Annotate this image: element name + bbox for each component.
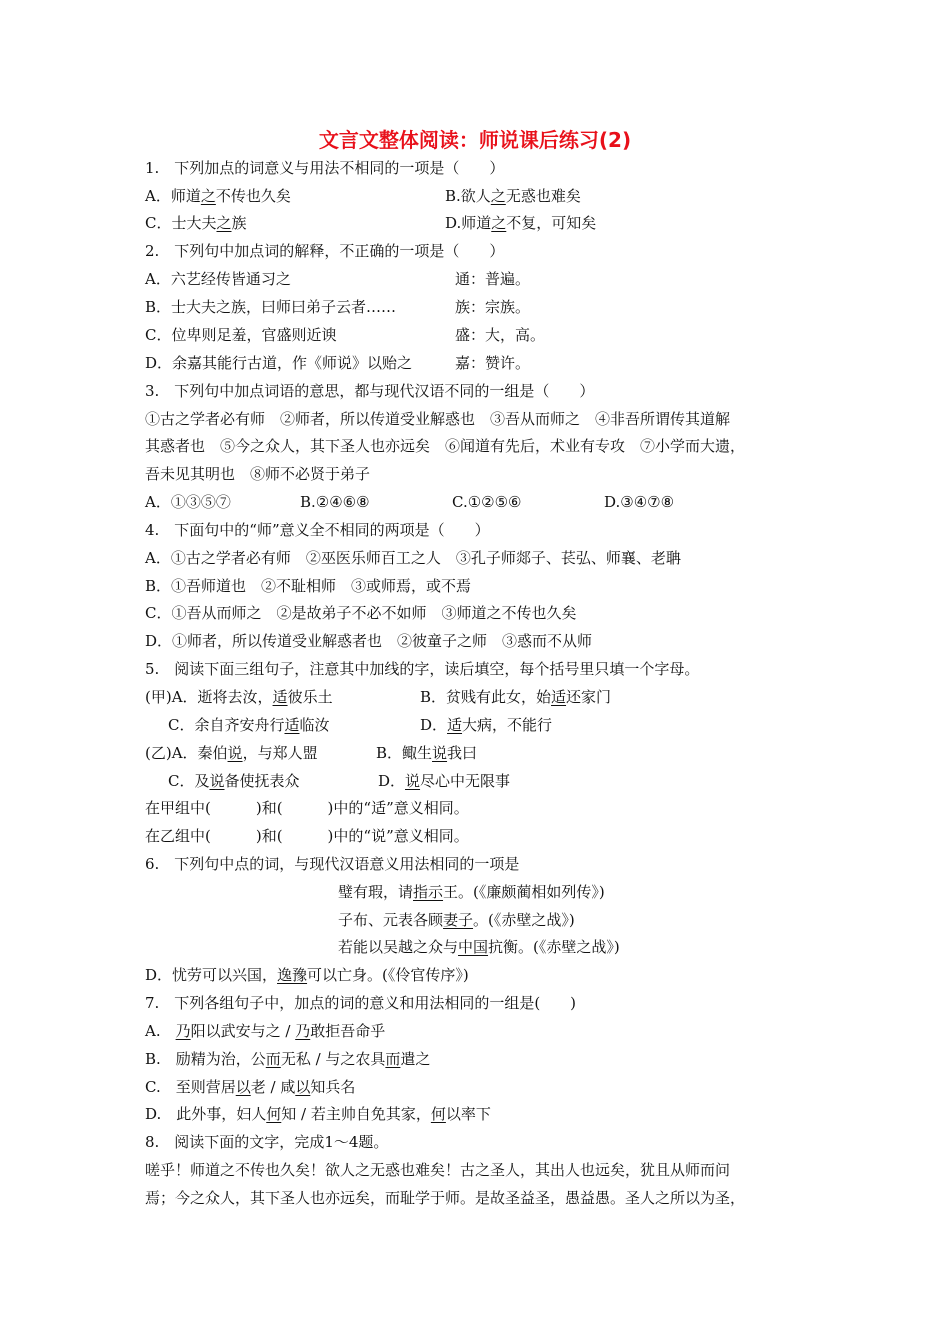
q5-jia-option-a: (甲)A．逝将去汝，适彼乐土 <box>145 688 333 706</box>
q3-sentences-line-2: 其惑者也 ⑤今之众人，其下圣人也亦远矣 ⑥闻道有先后，术业有专攻 ⑦小学而大遗， <box>145 437 746 455</box>
q2-option-d-note: 嘉：赞许。 <box>455 354 531 372</box>
q2-option-b: B．士大夫之族，曰师曰弟子云者…… <box>145 298 397 316</box>
q6-sentence-b: 子布、元表各顾妻子。(《赤壁之战》) <box>338 911 575 929</box>
q8-passage-line-2: 焉；今之众人，其下圣人也亦远矣，而耻学于师。是故圣益圣，愚益愚。圣人之所以为圣， <box>145 1189 746 1207</box>
question-2-stem: 2. 下列句中加点词的解释，不正确的一项是（ ） <box>145 242 505 260</box>
question-3-stem: 3. 下列句中加点词语的意思，都与现代汉语不同的一组是（ ） <box>145 382 595 400</box>
underlined-word: 以 <box>235 1078 251 1096</box>
q5-yi-option-b: B．鲰生说我曰 <box>376 744 478 762</box>
q3-sentences-line-1: ①古之学者必有师 ②师者，所以传道受业解惑也 ③吾从而师之 ④非吾所谓传其道解 <box>145 410 731 428</box>
question-6-stem: 6. 下列句中点的词，与现代汉语意义用法相同的一项是 <box>145 855 520 873</box>
underlined-word: 指示 <box>413 883 444 901</box>
question-8-stem: 8. 阅读下面的文字，完成1～4题。 <box>145 1133 389 1151</box>
q2-option-b-note: 族：宗族。 <box>455 298 531 316</box>
question-5-stem: 5. 阅读下面三组句子，注意其中加线的字，读后填空，每个括号里只填一个字母。 <box>145 660 700 678</box>
q2-option-c-note: 盛：大，高。 <box>455 326 546 344</box>
underlined-word: 何 <box>430 1105 446 1123</box>
question-1-stem: 1. 下列加点的词意义与用法不相同的一项是（ ） <box>145 159 505 177</box>
question-4-stem: 4. 下面句中的“师”意义全不相同的两项是（ ） <box>145 521 490 539</box>
q8-passage-line-1: 嗟乎！师道之不传也久矣！欲人之无惑也难矣！古之圣人，其出人也远矣，犹且从师而问 <box>145 1161 731 1179</box>
q5-jia-option-b: B．贫贱有此女，始适还家门 <box>420 688 612 706</box>
underlined-word: 以 <box>295 1078 311 1096</box>
q6-sentence-a: 璧有瑕，请指示王。(《廉颇蔺相如列传》) <box>338 883 605 901</box>
q3-option-c: C.①②⑤⑥ <box>452 493 522 511</box>
q2-option-a: A．六艺经传皆通习之 <box>145 270 291 288</box>
underlined-word: 何 <box>266 1105 282 1123</box>
underlined-word: 之 <box>216 214 232 232</box>
underlined-word: 之 <box>491 214 507 232</box>
underlined-word: 之 <box>490 187 506 205</box>
underlined-word: 适 <box>284 716 300 734</box>
underlined-word: 而 <box>265 1050 281 1068</box>
q1-option-c: C．士大夫之族 <box>145 214 247 232</box>
q7-option-c: C. 至则营居以老 / 咸以知兵名 <box>145 1078 356 1096</box>
q4-option-c: C．①吾从而师之 ②是故弟子不必不如师 ③师道之不传也久矣 <box>145 604 577 622</box>
q7-option-b: B. 励精为治，公而无私 / 与之农具而遣之 <box>145 1050 431 1068</box>
q4-option-b: B．①吾师道也 ②不耻相师 ③或师焉，或不焉 <box>145 577 472 595</box>
q2-option-c: C．位卑则足羞，官盛则近谀 <box>145 326 337 344</box>
question-7-stem: 7. 下列各组句子中，加点的词的意义和用法相同的一组是( ) <box>145 994 577 1012</box>
q5-jia-option-c: C．余自齐安舟行适临汝 <box>168 716 330 734</box>
underlined-word: 妻子 <box>443 911 474 929</box>
q7-option-d: D. 此外事，妇人何知 / 若主帅自免其家，何以率下 <box>145 1105 491 1123</box>
underlined-word: 适 <box>447 716 463 734</box>
q5-yi-option-a: (乙)A．秦伯说，与郑人盟 <box>145 744 318 762</box>
underlined-word: 乃 <box>175 1022 191 1040</box>
q3-sentences-line-3: 吾未见其明也 ⑧师不必贤于弟子 <box>145 465 371 483</box>
q3-option-a: A．①③⑤⑦ <box>145 493 231 511</box>
underlined-word: 说 <box>432 744 448 762</box>
q1-option-a: A．师道之不传也久矣 <box>145 187 291 205</box>
underlined-word: 而 <box>385 1050 401 1068</box>
underlined-word: 说 <box>405 772 421 790</box>
q4-option-a: A．①古之学者必有师 ②巫医乐师百工之人 ③孔子师郯子、苌弘、师襄、老聃 <box>145 549 681 567</box>
q5-fill-blank-1: 在甲组中( )和( )中的“适”意义相同。 <box>145 799 469 817</box>
underlined-word: 乃 <box>295 1022 311 1040</box>
underlined-word: 适 <box>272 688 288 706</box>
q5-yi-option-c: C．及说备使抚表众 <box>168 772 300 790</box>
underlined-word: 逸豫 <box>277 966 308 984</box>
q2-option-a-note: 通：普遍。 <box>455 270 531 288</box>
underlined-word: 之 <box>200 187 216 205</box>
q5-fill-blank-2: 在乙组中( )和( )中的“说”意义相同。 <box>145 827 469 845</box>
underlined-word: 适 <box>551 688 567 706</box>
q1-option-d: D.师道之不复，可知矣 <box>445 214 597 232</box>
underlined-word: 中国 <box>458 938 489 956</box>
underlined-word: 说 <box>209 772 225 790</box>
q1-option-b: B.欲人之无惑也难矣 <box>445 187 581 205</box>
q3-option-b: B.②④⑥⑧ <box>300 493 370 511</box>
q6-option-d: D．忧劳可以兴国，逸豫可以亡身。(《伶官传序》) <box>145 966 469 984</box>
q7-option-a: A. 乃阳以武安与之 / 乃敢拒吾命乎 <box>145 1022 386 1040</box>
page-title: 文言文整体阅读：师说课后练习(2) <box>318 128 632 152</box>
q3-option-d: D.③④⑦⑧ <box>604 493 675 511</box>
q5-jia-option-d: D．适大病，不能行 <box>420 716 553 734</box>
q6-sentence-c: 若能以吴越之众与中国抗衡。(《赤壁之战》) <box>338 938 620 956</box>
q4-option-d: D．①师者，所以传道受业解惑者也 ②彼童子之师 ③惑而不从师 <box>145 632 593 650</box>
underlined-word: 说 <box>227 744 243 762</box>
q5-yi-option-d: D．说尽心中无限事 <box>378 772 511 790</box>
q2-option-d: D．余嘉其能行古道，作《师说》以贻之 <box>145 354 413 372</box>
